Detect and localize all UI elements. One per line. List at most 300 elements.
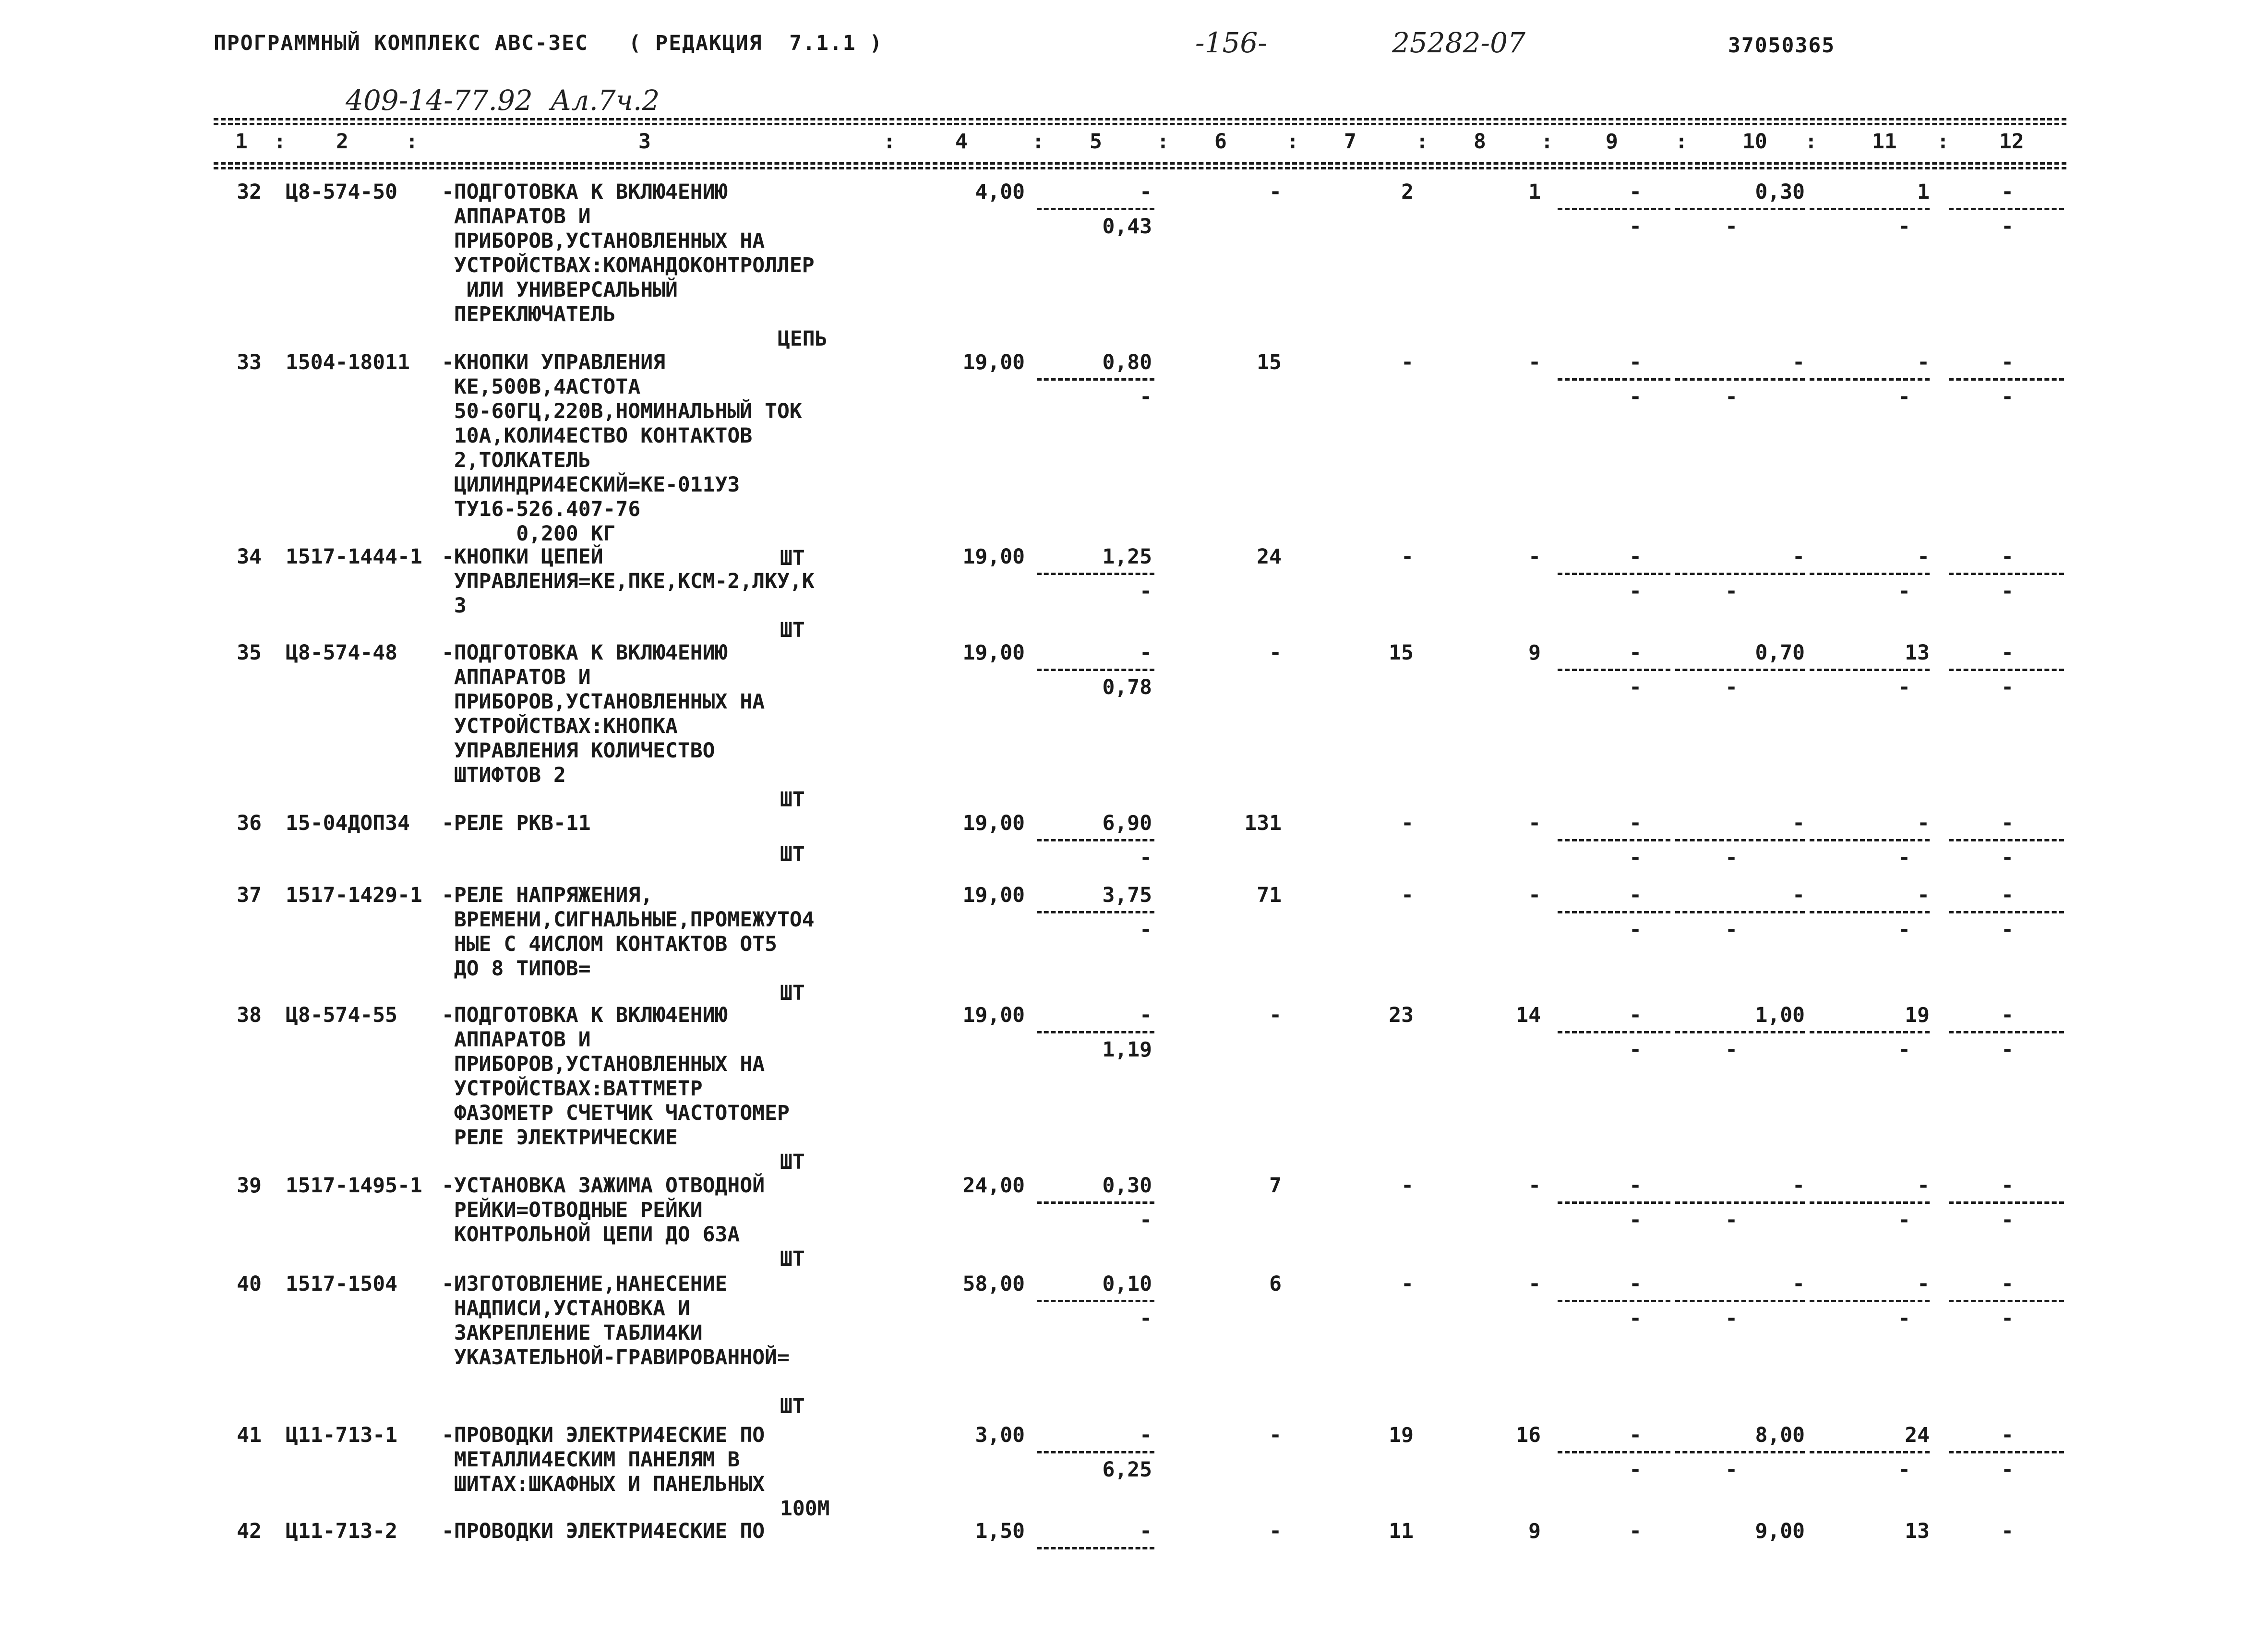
cell-c9-rule (1558, 1201, 1670, 1204)
row-description-line: -РЕЛЕ РКВ-11 (442, 811, 591, 835)
cell-c11-bottom: - (1898, 1038, 1910, 1062)
cell-c10-bottom: - (1725, 675, 1738, 699)
cell-c8: - (1528, 545, 1541, 569)
cell-c10-rule (1675, 839, 1805, 841)
column-header-5: 5 (1090, 130, 1102, 154)
row-description-line: НЫЕ С 4ИСЛОМ КОНТАКТОВ ОТ5 (442, 932, 777, 956)
cell-c12-bottom: - (2001, 579, 2014, 603)
row-description-line: ПРИБОРОВ,УСТАНОВЛЕННЫХ НА (442, 229, 765, 253)
cell-c8: 9 (1528, 1519, 1541, 1543)
row-code: Ц8-574-50 (286, 180, 397, 204)
cell-c6: 7 (1269, 1174, 1282, 1198)
row-description-line: ТУ16-526.407-76 (442, 497, 641, 521)
cell-c4: 19,00 (962, 811, 1025, 835)
cell-c12-bottom: - (2001, 215, 2014, 239)
cell-c12-rule (1949, 839, 2064, 841)
cell-c12: - (2001, 1003, 2014, 1027)
cell-c5-bottom: - (1140, 1208, 1152, 1232)
cell-c4: 19,00 (962, 641, 1025, 665)
row-unit: ШТ (780, 842, 805, 866)
cell-c5: - (1140, 641, 1152, 665)
cell-c8: 16 (1516, 1423, 1541, 1447)
cell-c12-bottom: - (2001, 385, 2014, 409)
row-description-line: 0,200 КГ (442, 522, 616, 546)
cell-c12: - (2001, 180, 2014, 204)
cell-c5: 0,10 (1102, 1272, 1152, 1296)
cell-c11-rule (1810, 1201, 1930, 1204)
cell-c9-rule (1558, 1031, 1670, 1033)
cell-c9-rule (1558, 911, 1670, 913)
cell-c9-rule (1558, 573, 1670, 575)
row-description-line: ПЕРЕКЛЮЧАТЕЛЬ (442, 302, 616, 326)
cell-c11-rule (1810, 1300, 1930, 1302)
row-description-line: УКАЗАТЕЛЬНОЙ-ГРАВИРОВАННОЙ= (442, 1345, 790, 1369)
cell-c12-rule (1949, 1451, 2064, 1453)
cell-c9: - (1629, 180, 1642, 204)
row-number: 37 (237, 883, 262, 907)
cell-c6: - (1269, 1003, 1282, 1027)
cell-c10-rule (1675, 1031, 1805, 1033)
cell-c11: - (1917, 811, 1930, 835)
column-header-3: 3 (638, 130, 651, 154)
cell-c5-rule (1037, 1451, 1154, 1453)
row-description-line: МЕТАЛЛИ4ЕСКИМ ПАНЕЛЯМ В (442, 1448, 740, 1472)
cell-c7: - (1401, 1174, 1414, 1198)
cell-c10: - (1792, 883, 1805, 907)
cell-c11: 13 (1905, 1519, 1930, 1543)
cell-c8: - (1528, 350, 1541, 374)
cell-c7: - (1401, 1272, 1414, 1296)
cell-c11-rule (1810, 573, 1930, 575)
cell-c9: - (1629, 811, 1642, 835)
cell-c5-rule (1037, 669, 1154, 671)
cell-c4: 24,00 (962, 1174, 1025, 1198)
cell-c10: 8,00 (1755, 1423, 1805, 1447)
cell-c4: 19,00 (962, 883, 1025, 907)
cell-c7: 15 (1389, 641, 1414, 665)
cell-c10-bottom: - (1725, 918, 1738, 942)
row-description-line: 10А,КОЛИ4ЕСТВО КОНТАКТОВ (442, 424, 753, 448)
cell-c11-rule (1810, 669, 1930, 671)
column-separator: : (1805, 130, 1817, 154)
column-separator: : (1937, 130, 1949, 154)
cell-c12: - (2001, 641, 2014, 665)
column-separator: : (274, 130, 286, 154)
cell-c5-rule (1037, 1300, 1154, 1302)
cell-c9-bottom: - (1629, 1307, 1642, 1331)
row-code: 15-04ДОП34 (286, 811, 410, 835)
cell-c5-bottom: - (1140, 918, 1152, 942)
cell-c4: 4,00 (975, 180, 1025, 204)
column-header-6: 6 (1214, 130, 1227, 154)
row-unit: ШТ (780, 788, 805, 812)
column-separator: : (1032, 130, 1044, 154)
column-header-8: 8 (1474, 130, 1486, 154)
cell-c9-rule (1558, 378, 1670, 381)
row-description-line: ЦИЛИНДРИ4ЕСКИЙ=КЕ-011У3 (442, 473, 740, 497)
cell-c9-bottom: - (1629, 1458, 1642, 1482)
cell-c5-bottom: - (1140, 385, 1152, 409)
column-header-1: 1 (235, 130, 248, 154)
cell-c11: 19 (1905, 1003, 1930, 1027)
cell-c5-rule (1037, 911, 1154, 913)
cell-c5: - (1140, 1423, 1152, 1447)
row-number: 33 (237, 350, 262, 374)
cell-c5-rule (1037, 839, 1154, 841)
row-code: 1504-18011 (286, 350, 410, 374)
cell-c8: - (1528, 811, 1541, 835)
cell-c12-rule (1949, 1201, 2064, 1204)
column-separator: : (1157, 130, 1169, 154)
cell-c11-bottom: - (1898, 215, 1910, 239)
cell-c11-bottom: - (1898, 579, 1910, 603)
row-unit: 100М (780, 1497, 830, 1521)
row-description-line: -ПРОВОДКИ ЭЛЕКТРИ4ЕСКИЕ ПО (442, 1519, 765, 1543)
cell-c11-rule (1810, 378, 1930, 381)
row-number: 35 (237, 641, 262, 665)
cell-c7: - (1401, 811, 1414, 835)
cell-c6: - (1269, 1423, 1282, 1447)
cell-c5: - (1140, 1003, 1152, 1027)
cell-c12-rule (1949, 911, 2064, 913)
table-top-rule (214, 118, 2066, 120)
cell-c7: - (1401, 350, 1414, 374)
cell-c9: - (1629, 883, 1642, 907)
row-description-line: КЕ,500В,4АСТОТА (442, 375, 641, 399)
cell-c4: 19,00 (962, 350, 1025, 374)
cell-c10-rule (1675, 208, 1805, 210)
row-description-line: ФАЗОМЕТР СЧЕТЧИК ЧАСТОТОМЕР (442, 1101, 790, 1125)
cell-c9-rule (1558, 1300, 1670, 1302)
row-unit: ШТ (780, 546, 805, 570)
row-description-line: -ИЗГОТОВЛЕНИЕ,НАНЕСЕНИЕ (442, 1272, 728, 1296)
row-unit: ШТ (780, 1394, 805, 1418)
cell-c5: 3,75 (1102, 883, 1152, 907)
row-description-line: УПРАВЛЕНИЯ=КЕ,ПКЕ,КСМ-2,ЛКУ,К (442, 569, 815, 593)
cell-c12-rule (1949, 573, 2064, 575)
cell-c11-bottom: - (1898, 675, 1910, 699)
table-header-rule-2 (214, 167, 2066, 169)
row-description-line: ПРИБОРОВ,УСТАНОВЛЕННЫХ НА (442, 690, 765, 714)
cell-c5-bottom: - (1140, 1307, 1152, 1331)
row-code: Ц8-574-48 (286, 641, 397, 665)
row-description-line: УСТРОЙСТВАХ:КНОПКА (442, 714, 678, 738)
cell-c11-rule (1810, 1451, 1930, 1453)
row-code: 1517-1504 (286, 1272, 397, 1296)
cell-c5-bottom: 1,19 (1102, 1038, 1152, 1062)
table-header-rule (214, 162, 2066, 165)
cell-c5-rule (1037, 208, 1154, 210)
cell-c10-bottom: - (1725, 1038, 1738, 1062)
row-description-line: ДО 8 ТИПОВ= (442, 957, 591, 981)
cell-c12: - (2001, 545, 2014, 569)
cell-c11-rule (1810, 208, 1930, 210)
row-description-line: -УСТАНОВКА ЗАЖИМА ОТВОДНОЙ (442, 1174, 765, 1198)
cell-c10-bottom: - (1725, 1307, 1738, 1331)
row-code: Ц11-713-1 (286, 1423, 397, 1447)
cell-c5: - (1140, 180, 1152, 204)
cell-c9-bottom: - (1629, 846, 1642, 870)
cell-c10: 0,70 (1755, 641, 1805, 665)
cell-c10-bottom: - (1725, 1208, 1738, 1232)
cell-c5: 0,80 (1102, 350, 1152, 374)
cell-c9-bottom: - (1629, 675, 1642, 699)
cell-c11-bottom: - (1898, 1307, 1910, 1331)
cell-c9-bottom: - (1629, 385, 1642, 409)
cell-c5-bottom: 0,43 (1102, 215, 1152, 239)
cell-c12-rule (1949, 669, 2064, 671)
column-separator: : (883, 130, 896, 154)
cell-c11-bottom: - (1898, 846, 1910, 870)
row-number: 40 (237, 1272, 262, 1296)
cell-c11: 24 (1905, 1423, 1930, 1447)
cell-c10: - (1792, 1272, 1805, 1296)
cell-c10-bottom: - (1725, 385, 1738, 409)
cell-c11: - (1917, 1272, 1930, 1296)
row-number: 38 (237, 1003, 262, 1027)
cell-c11-rule (1810, 1031, 1930, 1033)
cell-c10-rule (1675, 669, 1805, 671)
row-description-line: -ПОДГОТОВКА К ВКЛЮ4ЕНИЮ (442, 180, 728, 204)
cell-c10: - (1792, 1174, 1805, 1198)
cell-c5-rule (1037, 1547, 1154, 1549)
column-header-11: 11 (1872, 130, 1897, 154)
cell-c10: 0,30 (1755, 180, 1805, 204)
cell-c12-bottom: - (2001, 1307, 2014, 1331)
cell-c12-bottom: - (2001, 1038, 2014, 1062)
cell-c11: - (1917, 350, 1930, 374)
document-number: 37050365 (1728, 34, 1836, 58)
row-number: 32 (237, 180, 262, 204)
row-description-line: УСТРОЙСТВАХ:КОМАНДОКОНТРОЛЛЕР (442, 253, 815, 277)
cell-c12: - (2001, 883, 2014, 907)
column-header-4: 4 (955, 130, 968, 154)
cell-c9: - (1629, 1423, 1642, 1447)
cell-c10-bottom: - (1725, 579, 1738, 603)
row-description-line: ИЛИ УНИВЕРСАЛЬНЫЙ (442, 278, 678, 302)
cell-c9: - (1629, 1272, 1642, 1296)
cell-c12-bottom: - (2001, 1208, 2014, 1232)
cell-c6: 24 (1257, 545, 1282, 569)
cell-c5-rule (1037, 573, 1154, 575)
cell-c10-rule (1675, 1300, 1805, 1302)
column-separator: : (1286, 130, 1299, 154)
cell-c9-rule (1558, 669, 1670, 671)
row-description-line: -РЕЛЕ НАПРЯЖЕНИЯ, (442, 883, 653, 907)
cell-c12: - (2001, 811, 2014, 835)
cell-c4: 19,00 (962, 1003, 1025, 1027)
cell-c8: - (1528, 1272, 1541, 1296)
cell-c10-rule (1675, 1201, 1805, 1204)
handwritten-reference: 409-14-77.92 Ал.7ч.2 (346, 84, 660, 117)
row-description-line: 2,ТОЛКАТЕЛЬ (442, 448, 591, 472)
column-header-12: 12 (1999, 130, 2024, 154)
cell-c9: - (1629, 545, 1642, 569)
row-description-line: 3 (442, 594, 467, 618)
cell-c6: 131 (1244, 811, 1282, 835)
cell-c9-bottom: - (1629, 1038, 1642, 1062)
row-description-line: ШТИФТОВ 2 (442, 763, 566, 787)
row-code: Ц11-713-2 (286, 1519, 397, 1543)
cell-c10-rule (1675, 1451, 1805, 1453)
column-header-2: 2 (336, 130, 348, 154)
row-description-line: ПРИБОРОВ,УСТАНОВЛЕННЫХ НА (442, 1052, 765, 1076)
row-description-line: -КНОПКИ ЦЕПЕЙ (442, 545, 603, 569)
cell-c9-bottom: - (1629, 215, 1642, 239)
cell-c12: - (2001, 1272, 2014, 1296)
row-description-line: АППАРАТОВ И (442, 1028, 591, 1052)
cell-c10-bottom: - (1725, 846, 1738, 870)
cell-c5-bottom: - (1140, 846, 1152, 870)
cell-c12-rule (1949, 378, 2064, 381)
row-unit: ЦЕПЬ (778, 327, 828, 351)
program-title: ПРОГРАММНЫЙ КОМПЛЕКС АВС-3ЕС ( РЕДАКЦИЯ 7.1.1 ) (214, 31, 883, 55)
cell-c11: 1 (1917, 180, 1930, 204)
cell-c8: 14 (1516, 1003, 1541, 1027)
document-code: 25282-07 (1392, 26, 1525, 59)
row-number: 34 (237, 545, 262, 569)
cell-c5: - (1140, 1519, 1152, 1543)
row-description-line: РЕЛЕ ЭЛЕКТРИЧЕСКИЕ (442, 1126, 678, 1150)
cell-c6: - (1269, 180, 1282, 204)
cell-c6: 15 (1257, 350, 1282, 374)
column-separator: : (1675, 130, 1688, 154)
cell-c5-bottom: 6,25 (1102, 1458, 1152, 1482)
cell-c11-rule (1810, 839, 1930, 841)
cell-c12: - (2001, 1423, 2014, 1447)
cell-c7: - (1401, 545, 1414, 569)
column-separator: : (406, 130, 418, 154)
cell-c5-rule (1037, 1031, 1154, 1033)
column-header-9: 9 (1606, 130, 1618, 154)
cell-c12-bottom: - (2001, 675, 2014, 699)
cell-c12: - (2001, 350, 2014, 374)
row-code: 1517-1495-1 (286, 1174, 422, 1198)
cell-c4: 1,50 (975, 1519, 1025, 1543)
row-unit: ШТ (780, 1247, 805, 1271)
row-unit: ШТ (780, 618, 805, 642)
cell-c11: - (1917, 545, 1930, 569)
cell-c11-rule (1810, 911, 1930, 913)
row-description-line: ВРЕМЕНИ,СИГНАЛЬНЫЕ,ПРОМЕЖУТО4 (442, 908, 815, 932)
cell-c7: 19 (1389, 1423, 1414, 1447)
cell-c10-rule (1675, 911, 1805, 913)
column-header-10: 10 (1742, 130, 1767, 154)
row-unit: ШТ (780, 1150, 805, 1174)
row-description-line: -ПРОВОДКИ ЭЛЕКТРИ4ЕСКИЕ ПО (442, 1423, 765, 1447)
cell-c5-bottom: 0,78 (1102, 675, 1152, 699)
cell-c9: - (1629, 641, 1642, 665)
cell-c11: - (1917, 883, 1930, 907)
row-description-line: АППАРАТОВ И (442, 665, 591, 689)
row-description-line: КОНТРОЛЬНОЙ ЦЕПИ ДО 63А (442, 1223, 740, 1247)
cell-c12: - (2001, 1519, 2014, 1543)
row-description-line: РЕЙКИ=ОТВОДНЫЕ РЕЙКИ (442, 1198, 703, 1222)
row-description-line: -КНОПКИ УПРАВЛЕНИЯ (442, 350, 665, 374)
cell-c9-rule (1558, 839, 1670, 841)
cell-c8: - (1528, 1174, 1541, 1198)
cell-c9-bottom: - (1629, 918, 1642, 942)
cell-c9: - (1629, 1003, 1642, 1027)
cell-c11-bottom: - (1898, 1208, 1910, 1232)
cell-c10-rule (1675, 573, 1805, 575)
column-separator: : (1541, 130, 1553, 154)
row-code: 1517-1444-1 (286, 545, 422, 569)
row-code: 1517-1429-1 (286, 883, 422, 907)
row-description-line: -ПОДГОТОВКА К ВКЛЮ4ЕНИЮ (442, 641, 728, 665)
cell-c7: 11 (1389, 1519, 1414, 1543)
cell-c5: 1,25 (1102, 545, 1152, 569)
row-code: Ц8-574-55 (286, 1003, 397, 1027)
row-description-line: ЗАКРЕПЛЕНИЕ ТАБЛИ4КИ (442, 1321, 703, 1345)
cell-c10-bottom: - (1725, 1458, 1738, 1482)
row-number: 41 (237, 1423, 262, 1447)
cell-c12: - (2001, 1174, 2014, 1198)
cell-c7: 23 (1389, 1003, 1414, 1027)
cell-c9-rule (1558, 1451, 1670, 1453)
cell-c12-bottom: - (2001, 918, 2014, 942)
cell-c7: - (1401, 883, 1414, 907)
row-number: 39 (237, 1174, 262, 1198)
column-header-7: 7 (1344, 130, 1356, 154)
cell-c12-rule (1949, 208, 2064, 210)
row-number: 36 (237, 811, 262, 835)
row-description-line: УСТРОЙСТВАХ:ВАТТМЕТР (442, 1077, 703, 1101)
column-separator: : (1416, 130, 1428, 154)
row-description-line: ШИТАХ:ШКАФНЫХ И ПАНЕЛЬНЫХ (442, 1472, 765, 1496)
cell-c12-bottom: - (2001, 846, 2014, 870)
cell-c10-rule (1675, 378, 1805, 381)
cell-c9-bottom: - (1629, 1208, 1642, 1232)
row-description-line: 50-60ГЦ,220В,НОМИНАЛЬНЫЙ ТОК (442, 399, 802, 423)
row-description-line: УПРАВЛЕНИЯ КОЛИЧЕСТВО (442, 739, 715, 763)
cell-c10: - (1792, 545, 1805, 569)
cell-c6: - (1269, 641, 1282, 665)
cell-c6: 71 (1257, 883, 1282, 907)
cell-c11-bottom: - (1898, 1458, 1910, 1482)
cell-c10: 1,00 (1755, 1003, 1805, 1027)
cell-c11: 13 (1905, 641, 1930, 665)
table-top-rule-2 (214, 123, 2066, 125)
cell-c12-rule (1949, 1300, 2064, 1302)
cell-c5: 0,30 (1102, 1174, 1152, 1198)
cell-c5: 6,90 (1102, 811, 1152, 835)
cell-c12-rule (1949, 1031, 2064, 1033)
cell-c9-rule (1558, 208, 1670, 210)
cell-c5-rule (1037, 378, 1154, 381)
cell-c6: - (1269, 1519, 1282, 1543)
row-unit: ШТ (780, 981, 805, 1005)
cell-c8: - (1528, 883, 1541, 907)
cell-c4: 58,00 (962, 1272, 1025, 1296)
page-number: -156- (1195, 26, 1267, 59)
cell-c4: 19,00 (962, 545, 1025, 569)
cell-c4: 3,00 (975, 1423, 1025, 1447)
cell-c10: - (1792, 350, 1805, 374)
cell-c8: 1 (1528, 180, 1541, 204)
cell-c5-rule (1037, 1201, 1154, 1204)
cell-c12-bottom: - (2001, 1458, 2014, 1482)
cell-c11-bottom: - (1898, 918, 1910, 942)
row-description-line: -ПОДГОТОВКА К ВКЛЮ4ЕНИЮ (442, 1003, 728, 1027)
cell-c9: - (1629, 1174, 1642, 1198)
cell-c10-bottom: - (1725, 215, 1738, 239)
cell-c11: - (1917, 1174, 1930, 1198)
cell-c7: 2 (1401, 180, 1414, 204)
cell-c10: - (1792, 811, 1805, 835)
cell-c6: 6 (1269, 1272, 1282, 1296)
cell-c9-bottom: - (1629, 579, 1642, 603)
